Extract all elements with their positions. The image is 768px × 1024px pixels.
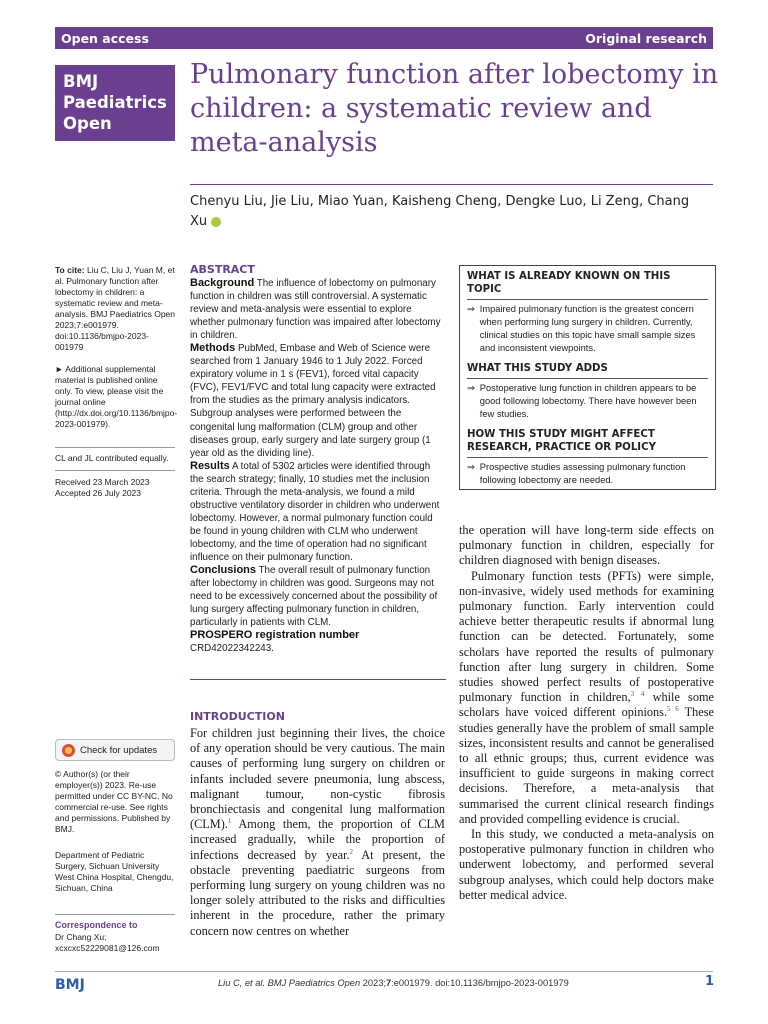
intro-text-segment: At present, the obstacle preventing paediatric surgeons from performing lung surgery on young children was no longer solely attributed to the risks and difficulties inherent in the procedure, rather the primary concern now centres on whether	[190, 847, 445, 938]
results-text: A total of 5302 articles were identified through the search strategy; finally, 10 studies met the inclusion criteria. Through the meta-analysis, we found a mild obstructive ventilatory disorder in children who underwent lobectomy. However, a normal pulmonary function could be found in young children with CLM who underwent lobectomy, and the time of operation had no significant influence on their pulmonary function.	[190, 460, 440, 563]
box-divider	[467, 457, 708, 458]
citation-block	[55, 265, 175, 353]
footer-doi: :e001979. doi:10.1136/bmjpo-2023-001979	[391, 978, 569, 988]
abstract-methods	[190, 342, 444, 459]
crossmark-icon	[62, 744, 75, 757]
abstract-conclusions	[190, 564, 444, 629]
dates-block	[55, 477, 175, 499]
correspondence-name: Dr Chang Xu;	[55, 932, 107, 942]
intro-paragraph-3: In this study, we conducted a meta-analysis on postoperative pulmonary function in children who underwent lobectomy, and performed several subgroup analyses, which could help doctors make better medical advice.	[459, 827, 714, 902]
check-updates-label: Check for updates	[80, 744, 158, 756]
intro-text-segment: Among them, the proportion of CLM increased gradually, while the proportion of infections decreased by year.	[190, 817, 445, 862]
check-updates-button[interactable]	[55, 739, 175, 761]
supplemental-note	[55, 364, 178, 430]
introduction-heading: INTRODUCTION	[190, 710, 285, 723]
affect-heading: HOW THIS STUDY MIGHT AFFECT RESEARCH, PRACTICE OR POLICY	[467, 429, 656, 453]
prospero-text: CRD42022342243.	[190, 643, 274, 655]
abstract-results	[190, 460, 444, 564]
author-list	[190, 192, 710, 232]
cite-label: To cite:	[55, 265, 85, 275]
methods-text: PubMed, Embase and Web of Science were searched from 1 January 1946 to 1 July 2022. Forced expiratory volume in 1 s (FEV1), forced vital capacity (FVC), FEV1/FVC and total lung capacity were extracted from the studies as the primary analysis indicators. Subgroup analyses were performed between the congenital lung malformation (CLM) group and other diseases group, early surgery and late surgery group (1 year old as the dividing line).	[190, 343, 436, 459]
intro-text-segment: while some scholars have voiced different opinions.	[459, 690, 714, 720]
authors-text: Chenyu Liu, Jie Liu, Miao Yuan, Kaisheng Cheng, Dengke Luo, Li Zeng, Chang Xu	[190, 194, 690, 229]
logo-line-2: Paediatrics	[63, 93, 167, 112]
intro-text-segment: These studies generally have the problem of small sample sizes, inconsistent results and cannot be generalised to all ethnic groups; thus, current evidence was insufficient to guide surgeons in making correct decisions. Therefore, a meta-analysis that summarised the current clinical research findings and provided compelling evidence is crucial.	[459, 705, 714, 826]
abstract-prospero	[190, 629, 444, 655]
logo-line-1: BMJ	[63, 72, 99, 91]
license-block	[55, 769, 175, 835]
title-divider	[190, 184, 713, 185]
affect-text: Prospective studies assessing pulmonary function following lobectomy are needed.	[479, 462, 686, 485]
open-access-label: Open access	[61, 30, 149, 46]
affect-item	[467, 461, 708, 487]
background-label: Background	[190, 277, 255, 289]
license-text: © Author(s) (or their employer(s)) 2023. Re-use permitted under CC BY-NC. No commercial re-use. See rights and permissions. Published by BMJ.	[55, 769, 173, 834]
results-label: Results	[190, 459, 230, 472]
box-divider	[467, 378, 708, 379]
adds-item	[467, 382, 708, 421]
known-heading: WHAT IS ALREADY KNOWN ON THIS TOPIC	[467, 271, 671, 295]
affiliation-block	[55, 850, 175, 894]
introduction-body	[190, 726, 445, 939]
methods-label: Methods	[190, 342, 236, 355]
known-item	[467, 303, 708, 355]
key-messages-box	[459, 265, 716, 490]
journal-logo	[55, 65, 175, 141]
contribution-note	[55, 453, 175, 464]
reference-link[interactable]: 1	[227, 817, 232, 826]
intro-paragraph-1-cont: the operation will have long-term side effects on pulmonary function in children, especially for children diagnosed with benign diseases.	[459, 523, 714, 568]
prospero-label: PROSPERO registration number	[190, 629, 360, 642]
intro-text-segment: Pulmonary function tests (PFTs) were simple, non-invasive, widely used methods for examining pulmonary function. Early intervention could achieve better therapeutic results if abnormal lung function can be detected. Fortunately, some scholars have reported the results of pulmonary function after lung surgery in children. Some studies showed perfect results of postoperative pulmonary function in children,	[459, 568, 714, 705]
adds-text: Postoperative lung function in children appears to be good following lobectomy. There have however been few studies.	[479, 383, 697, 419]
accepted-date: Accepted 26 July 2023	[55, 488, 142, 498]
supplemental-text[interactable]: ► Additional supplemental material is published online only. To view, please visit the journal online (http://dx.doi.org/10.1136/bmjpo-2023-001979).	[55, 364, 178, 429]
conclusions-text: The overall result of pulmonary function after lobectomy in children was good. Surgeons may not need to be excessively concerned about the possibility of lung surgery affecting pulmonary function in children, particularly in patients with CLM.	[190, 565, 438, 629]
intro-paragraph-1	[190, 726, 445, 939]
cite-text: Liu C, Liu J, Yuan M, et al. Pulmonary function after lobectomy in children: a systematic review and meta-analysis. BMJ Paediatrics Open 2023;7:e001979. doi:10.1136/bmjpo-2023-001979	[55, 265, 175, 352]
background-text: The influence of lobectomy on pulmonary function in children was still controversial. A systematic review and meta-analysis were essential to explore whether pulmonary function was impaired after lobectomy in children.	[190, 278, 441, 342]
arrow-icon: ⇒	[467, 304, 475, 314]
affiliation-text: Department of Pediatric Surgery, Sichuan University West China Hospital, Chengdu, Sichuan, China	[55, 850, 174, 893]
abstract-heading: ABSTRACT	[190, 263, 255, 276]
correspondence-block	[55, 932, 175, 954]
adds-heading: WHAT THIS STUDY ADDS	[467, 363, 608, 374]
reference-link[interactable]: 5 6	[667, 705, 679, 714]
footer-year: 2023;	[362, 978, 386, 988]
page-number: 1	[705, 974, 715, 989]
known-text: Impaired pulmonary function is the greatest concern when performing lung surgery in children. Currently, clinical studies on this topic have small sample sizes and inconsistent viewpoints.	[479, 304, 696, 353]
intro-paragraph-2	[459, 569, 714, 827]
logo-line-3: Open	[63, 114, 112, 133]
sidebar-divider	[55, 447, 175, 448]
contrib-text: CL and JL contributed equally.	[55, 453, 169, 463]
sidebar-divider	[55, 914, 175, 915]
reference-link[interactable]: 2	[349, 847, 354, 856]
sidebar-divider	[55, 470, 175, 471]
conclusions-label: Conclusions	[190, 564, 257, 577]
arrow-icon: ⇒	[467, 462, 475, 472]
orcid-icon[interactable]	[211, 217, 221, 227]
footer-authors: Liu C, et al.	[218, 978, 266, 988]
intro-text-segment: For children just beginning their lives, the choice of any operation should be very cautious. The main causes of performing lung surgery on children or infants included severe pneumonia, lung abscess, malignant tumour, non-cystic fibrosis bronchiectasis and congenital lung malformation (CLM).	[190, 726, 445, 832]
abstract-divider	[190, 679, 446, 680]
abstract-body	[190, 277, 444, 655]
correspondence-label: Correspondence to	[55, 920, 138, 930]
bmj-logo: BMJ	[55, 977, 85, 993]
footer-journal: BMJ Paediatrics Open	[267, 978, 361, 988]
received-date: Received 23 March 2023	[55, 477, 150, 487]
correspondence-email[interactable]: xcxcxc52229081@126.com	[55, 943, 160, 953]
article-type-label: Original research	[585, 30, 707, 46]
footer-volume: 7	[385, 978, 392, 988]
abstract-background	[190, 277, 444, 342]
footer-citation	[218, 978, 569, 988]
box-divider	[467, 299, 708, 300]
top-banner	[55, 27, 713, 49]
reference-link[interactable]: 3 4	[630, 690, 645, 699]
arrow-icon: ⇒	[467, 383, 475, 393]
article-title: Pulmonary function after lobectomy in children: a systematic review and meta-analysis	[190, 59, 719, 158]
footer-divider	[55, 971, 713, 972]
introduction-continued	[459, 523, 714, 903]
